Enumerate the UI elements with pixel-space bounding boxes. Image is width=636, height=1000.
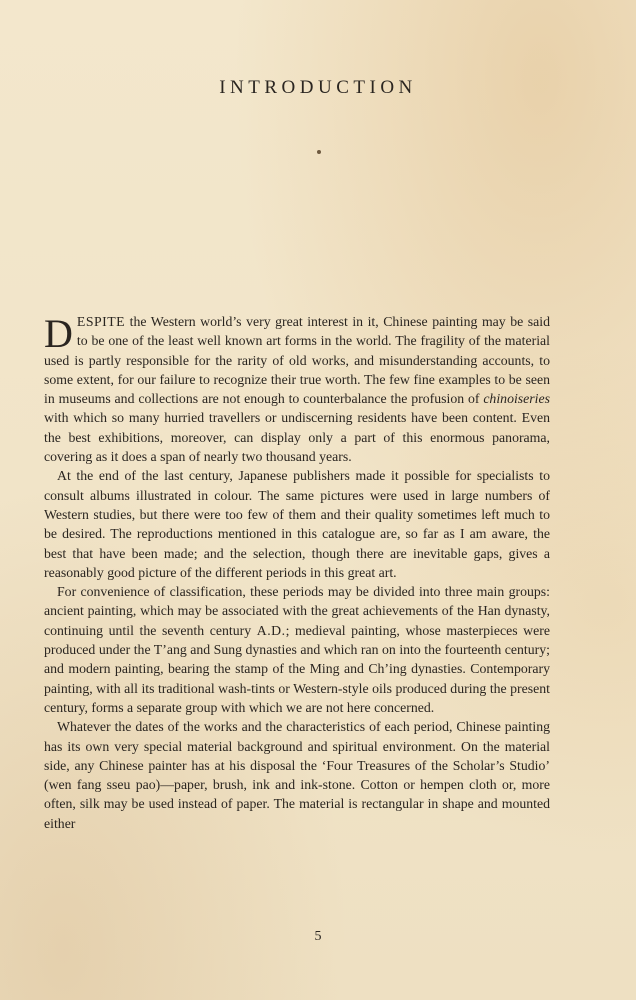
- page-title: INTRODUCTION: [219, 76, 417, 98]
- ornament-dot: [317, 150, 321, 154]
- paragraph-1-text-a: the Western world’s very great interest in it, Chinese painting may be said to be one of the least well known art forms in the world. The fragility of the material used is partly responsible for the rarity of old works, and misunderstanding accounts, to some extent, for our failure to recognize their true worth. The few fine examples to be seen in museums and collections are not enough to counterbalance the profusion of: [44, 314, 550, 407]
- body-text: [44, 312, 550, 833]
- paragraph-4: Whatever the dates of the works and the characteristics of each period, Chinese painting has its own very special material background and spiritual environment. On the material side, any Chinese painter has at his disposal the ‘Four Treasures of the Scholar’s Studio’ (wen fang sseu pao)—paper, brush, ink and ink-stone. Cotton or hempen cloth or, more often, silk may be used instead of paper. The material is rectangular in shape and mounted either: [44, 719, 550, 831]
- lead-word: ESPITE: [76, 314, 126, 329]
- page-number: 5: [314, 929, 322, 944]
- paragraph-3: [44, 582, 550, 717]
- italic-term: chinoiseries: [483, 391, 550, 407]
- era-abbreviation: A.D.: [256, 622, 286, 638]
- drop-cap: D: [44, 311, 73, 356]
- paragraph-3-text-a: For convenience of classification, these periods may be divided into three main groups: ancient painting, which may be associated with the great achievements of the Han dynasty, continuing until the seventh century: [44, 584, 550, 638]
- paragraph-2: At the end of the last century, Japanese publishers made it possible for specialists to consult albums illustrated in colour. The same pictures were used in large numbers of Western studies, but there were too few of them and their quality sometimes left much to be desired. The reproductions mentioned in this catalogue are, so far as I am aware, the best that have been made; and the selection, though there are inevitable gaps, gives a reasonably good picture of the different periods in this great art.: [44, 468, 550, 580]
- paragraph-1-text-b: with which so many hurried travellers or undiscerning residents have been content. Even the best exhibitions, moreover, can display only a part of this enormous panorama, covering as it does a span of nearly two thousand years.: [44, 410, 550, 465]
- paragraph-1: [44, 312, 550, 466]
- paragraph-3-text-b: ; medieval painting, whose masterpieces were produced under the T’ang and Sung dynasties and which ran on into the fourteenth century; and modern painting, bearing the stamp of the Ming and Ch’ing dynasties. Contemporary painting, with all its traditional wash-tints or Western-style oils produced during the present century, forms a separate group with which we are not here concerned.: [44, 622, 550, 715]
